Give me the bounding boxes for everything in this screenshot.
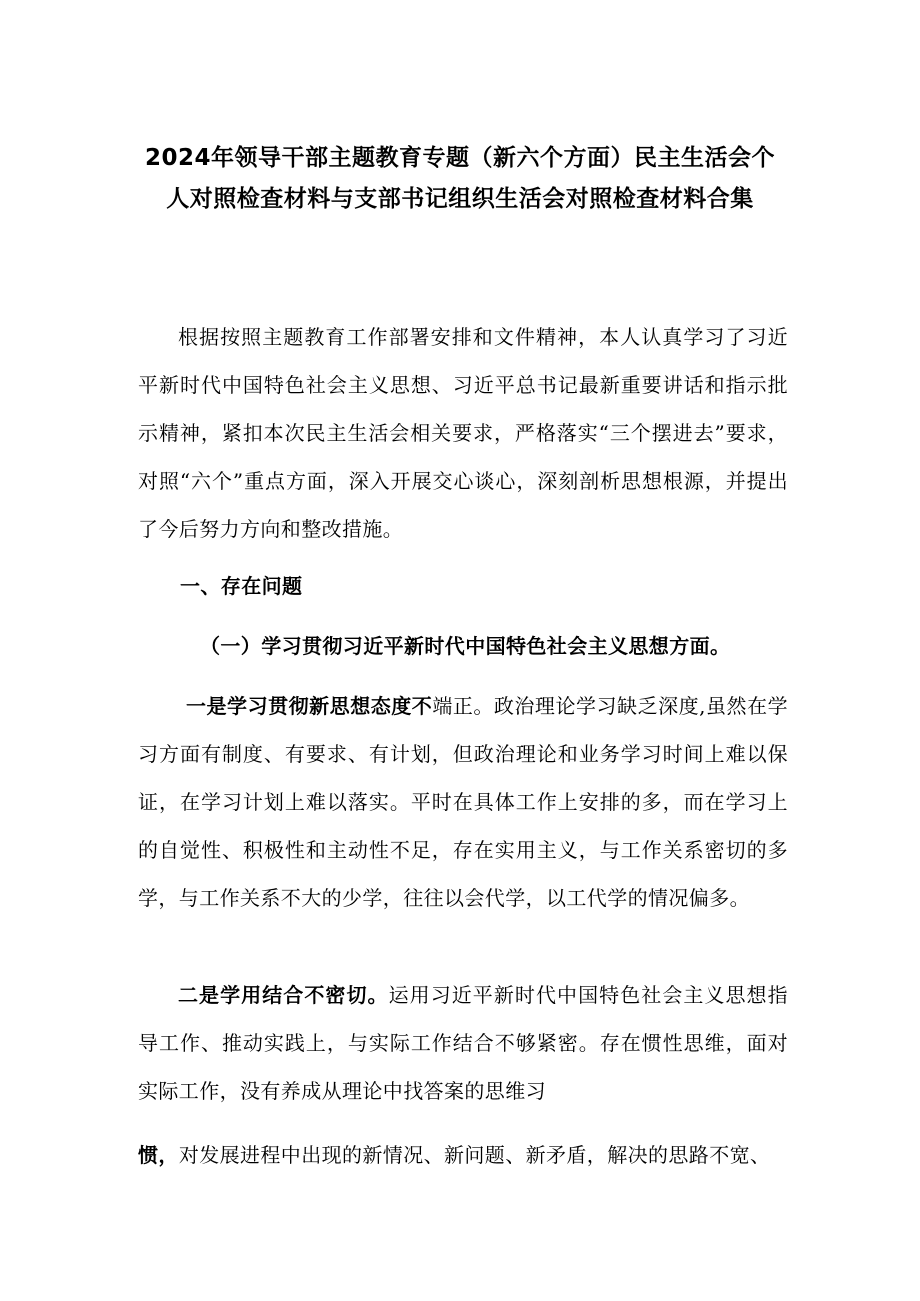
point-two-lead: 二是学用结合不密切。 bbox=[178, 983, 389, 1007]
point-two-body: 运用习近平新时代中国特色社会主义思想指导工作、推动实践上，与实际工作结合不够紧密。存在惯性思维，面对实际工作，没有养成从理论中找答案的思维习 bbox=[138, 983, 789, 1103]
title-line-1: 2024年领导干部主题教育专题（新六个方面）民主生活会个 bbox=[144, 145, 775, 171]
point-one-paragraph bbox=[138, 682, 788, 922]
point-two-cont-lead: 惯， bbox=[138, 1143, 179, 1167]
point-one-body: 端正。政治理论学习缺乏深度,虽然在学习方面有制度、有要求、有计划，但政治理论和业务学习时间上难以保证，在学习计划上难以落实。平时在具体工作上安排的多，而在学习上的自觉性、积极性和主动性不足，存在实用主义，与工作关系密切的多学，与工作关系不大的少学，往往以会代学，以工代学的情况偏多。 bbox=[138, 694, 788, 910]
point-two-continuation bbox=[138, 1131, 788, 1179]
title-line-2: 人对照检查材料与支部书记组织生活会对照检查材料合集 bbox=[166, 186, 754, 212]
point-two-cont-body: 对发展进程中出现的新情况、新问题、新矛盾，解决的思路不宽、 bbox=[178, 1143, 771, 1167]
subsection-heading-study: （一）学习贯彻习近平新时代中国特色社会主义思想方面。 bbox=[200, 634, 731, 658]
document-title bbox=[100, 138, 820, 220]
section-heading-problems: 一、存在问题 bbox=[180, 574, 303, 598]
point-one-lead: 一是学习贯彻新思想态度不 bbox=[186, 694, 433, 718]
point-two-paragraph bbox=[138, 971, 788, 1115]
intro-paragraph: 根据按照主题教育工作部署安排和文件精神，本人认真学习了习近平新时代中国特色社会主义思想、习近平总书记最新重要讲话和指示批示精神，紧扣本次民主生活会相关要求，严格落实“三个摆进去”要求，对照“六个”重点方面，深入开展交心谈心，深刻剖析思想根源，并提出了今后努力方向和整改措施。 bbox=[138, 325, 788, 541]
